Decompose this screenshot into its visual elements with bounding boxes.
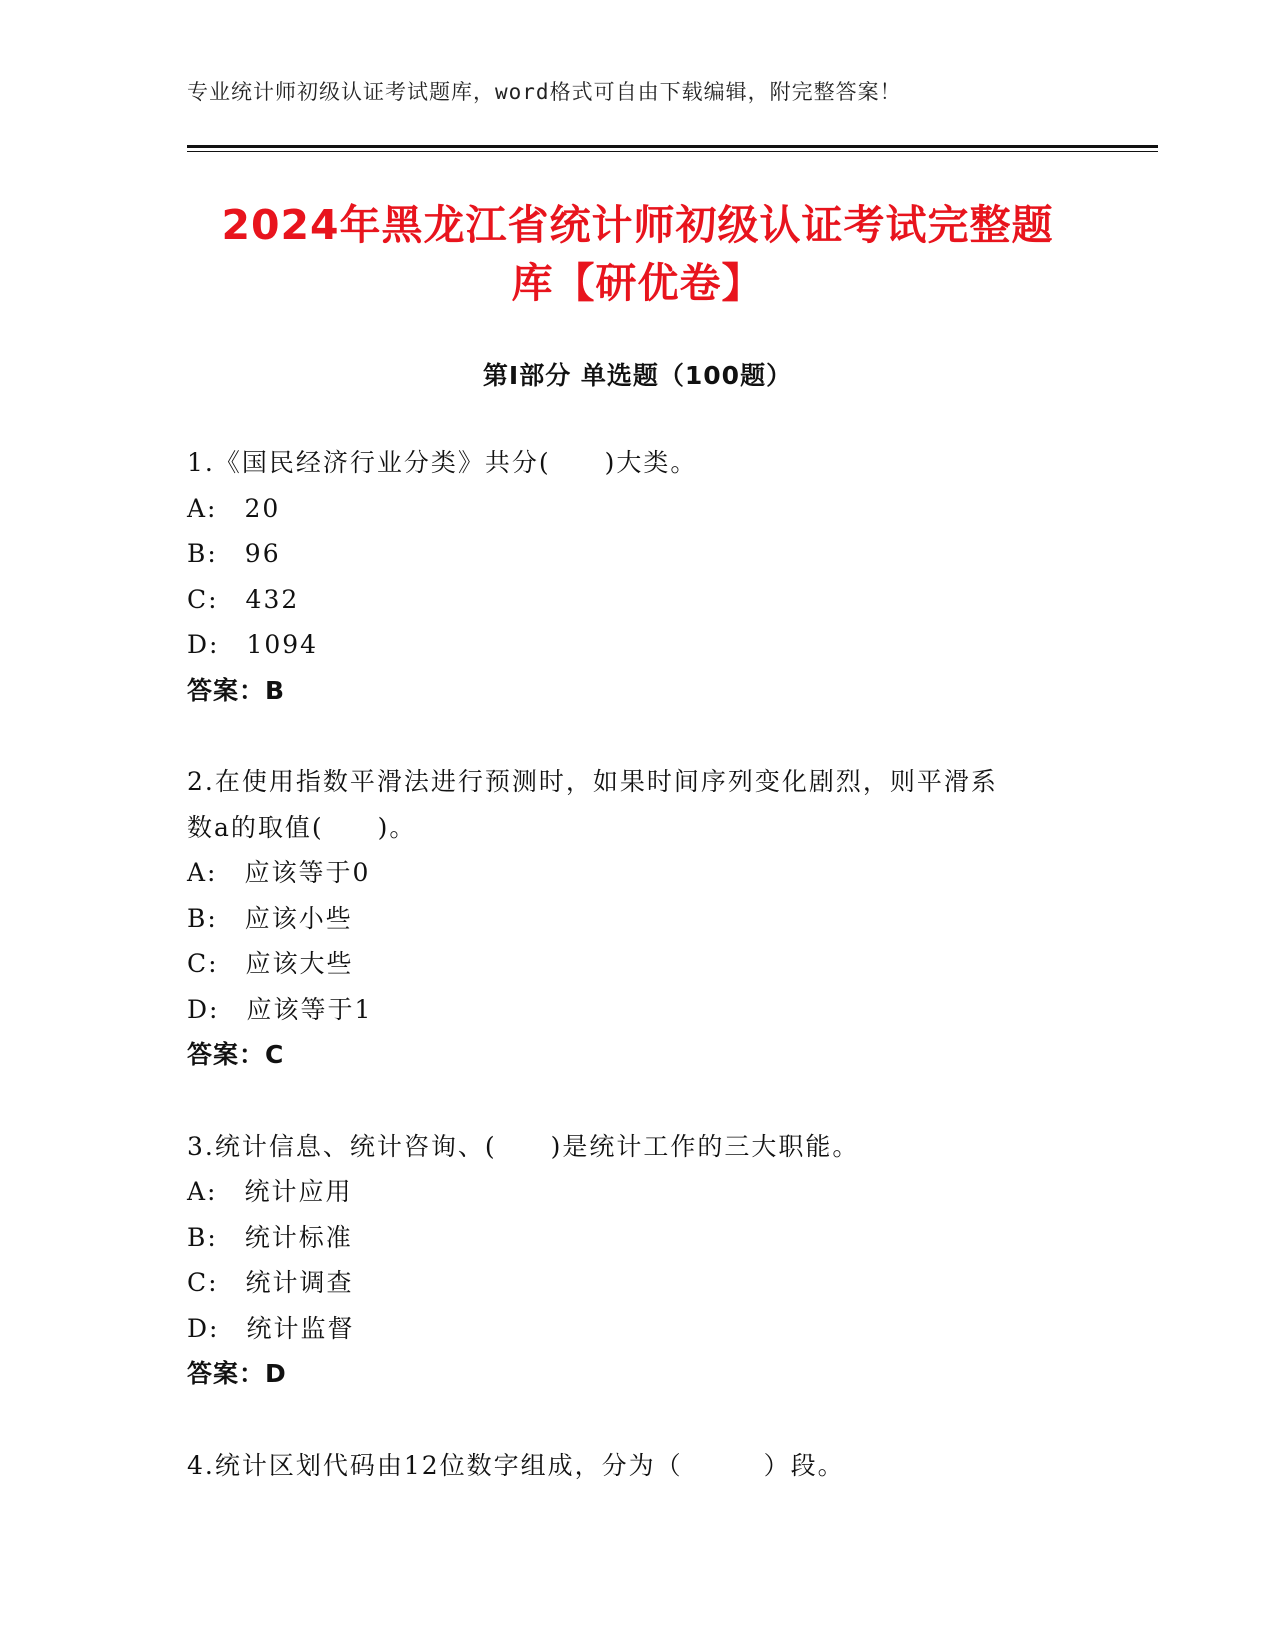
option-d: D: 统计监督 (187, 1313, 355, 1343)
option-d: D: 1094 (187, 630, 319, 659)
option-a: A: 统计应用 (187, 1177, 353, 1206)
question-stem: 2.在使用指数平滑法进行预测时，如果时间序列变化剧烈，则平滑系 (187, 767, 998, 796)
answer: 答案：C (187, 1040, 285, 1069)
title-line-1: 2024年黑龙江省统计师初级认证考试完整题 (221, 201, 1054, 249)
question-stem: 3.统计信息、统计咨询、( )是统计工作的三大职能。 (187, 1131, 860, 1161)
section-heading: 第I部分 单选题（100题） (482, 361, 793, 390)
option-d: D: 应该等于1 (187, 994, 373, 1024)
question-3 (187, 1124, 1087, 1397)
question-4 (187, 1443, 1087, 1489)
option-c: C: 统计调查 (187, 1268, 354, 1297)
answer: 答案：B (187, 675, 286, 705)
option-b: B: 96 (187, 539, 281, 568)
answer: 答案：D (187, 1359, 287, 1388)
option-c: C: 432 (187, 584, 300, 614)
header-note: 专业统计师初级认证考试题库，word格式可自由下载编辑，附完整答案！ (187, 80, 902, 104)
header-rule-thick (187, 145, 1158, 148)
question-1 (187, 440, 1087, 713)
question-list (187, 440, 1087, 1534)
title-line-2: 库【研优卷】 (511, 259, 764, 307)
option-a: A: 应该等于0 (187, 858, 371, 887)
question-stem: 1.《国民经济行业分类》共分( )大类。 (187, 448, 698, 477)
question-2 (187, 759, 1087, 1078)
option-b: B: 统计标准 (187, 1222, 353, 1252)
option-c: C: 应该大些 (187, 949, 354, 978)
question-stem-continued: 数a的取值( )。 (187, 812, 417, 842)
header-rule-thin (187, 151, 1158, 152)
option-b: B: 应该小些 (187, 903, 353, 933)
question-stem: 4.统计区划代码由12位数字组成，分为（ ）段。 (187, 1450, 845, 1480)
option-a: A: 20 (187, 493, 281, 523)
document-title (150, 196, 1125, 312)
